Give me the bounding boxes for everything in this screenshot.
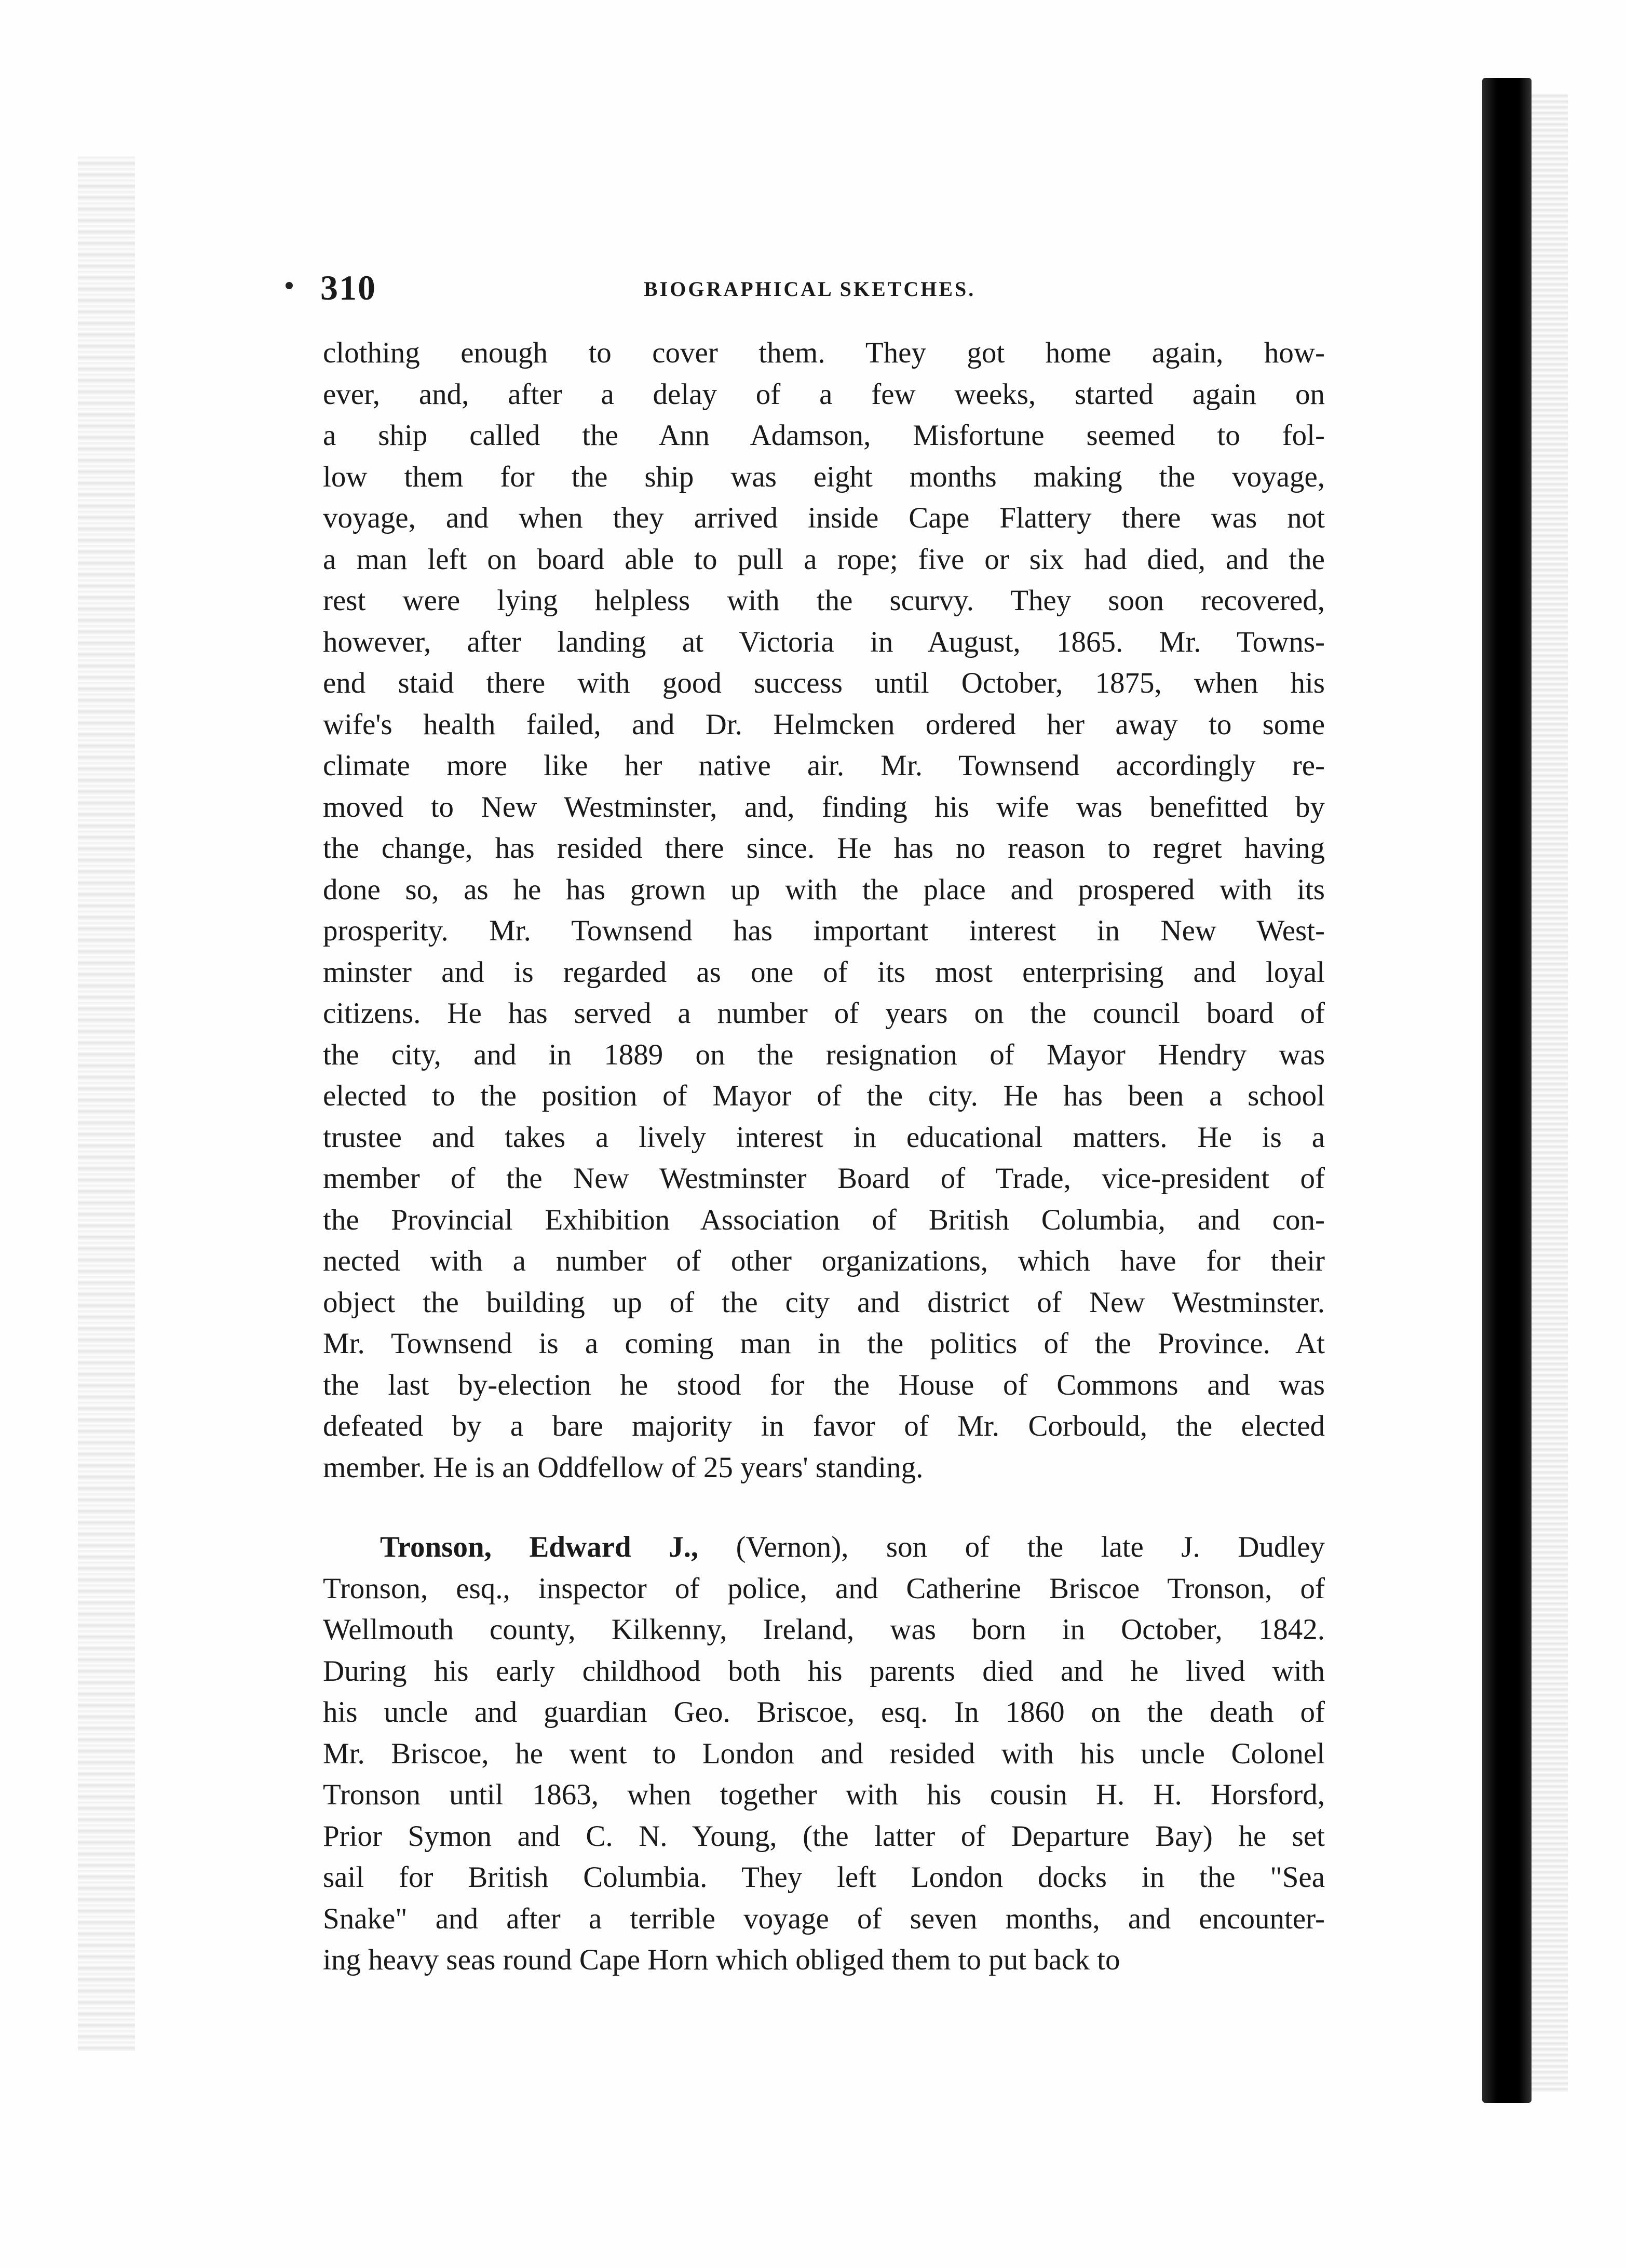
page-number: 310 [320, 268, 376, 307]
text-line: done so, as he has grown up with the place and prospered with its [323, 873, 1325, 906]
text-line: citizens. He has served a number of years on the council board of [323, 997, 1325, 1030]
text-line: end staid there with good success until October, 1875, when his [323, 667, 1325, 699]
binding-edge-shadow [1532, 93, 1568, 2092]
text-line: ing heavy seas round Cape Horn which obliged them to put back to [323, 1943, 1120, 1976]
text-line: the Provincial Exhibition Association of British Columbia, and con- [323, 1203, 1325, 1236]
text-line: the change, has resided there since. He has no reason to regret having [323, 832, 1325, 865]
text-line: Snake" and after a terrible voyage of seven months, and encounter- [323, 1902, 1325, 1935]
text-line: nected with a number of other organizations, which have for their [323, 1245, 1325, 1277]
text-line: rest were lying helpless with the scurvy. They soon recovered, [323, 584, 1325, 617]
text-line: the last by-election he stood for the House of Commons and was [323, 1368, 1325, 1401]
paragraph-townsend [323, 332, 1325, 1488]
text-line: his uncle and guardian Geo. Briscoe, esq. In 1860 on the death of [323, 1696, 1325, 1729]
text-line: minster and is regarded as one of its most enterprising and loyal [323, 955, 1325, 989]
text-line: sail for British Columbia. They left London docks in the "Sea [323, 1861, 1325, 1894]
text-line: moved to New Westminster, and, finding his wife was benefitted by [323, 790, 1325, 824]
text-line: Mr. Townsend is a coming man in the politics of the Province. At [323, 1327, 1325, 1360]
text-line: object the building up of the city and district of New Westminster. [323, 1286, 1325, 1319]
text-line: a ship called the Ann Adamson, Misfortune seemed to fol- [323, 419, 1325, 452]
text-line: wife's health failed, and Dr. Helmcken ordered her away to some [323, 708, 1325, 741]
text-line: During his early childhood both his parents died and he lived with [323, 1654, 1325, 1688]
text-line: ever, and, after a delay of a few weeks, started again on [323, 377, 1325, 411]
text-line: the city, and in 1889 on the resignation of Mayor Hendry was [323, 1038, 1325, 1071]
text-line: defeated by a bare majority in favor of Mr. Corbould, the elected [323, 1410, 1325, 1442]
text-line: Prior Symon and C. N. Young, (the latter of Departure Bay) he set [323, 1819, 1325, 1853]
margin-dot [286, 282, 293, 289]
text-line: clothing enough to cover them. They got home again, how- [323, 336, 1325, 369]
text-line: prosperity. Mr. Townsend has important interest in New West- [323, 914, 1325, 947]
text-line: member of the New Westminster Board of Trade, vice-president of [323, 1162, 1325, 1195]
text-line: voyage, and when they arrived inside Cape Flattery there was not [323, 502, 1325, 534]
text-line: low them for the ship was eight months making the voyage, [323, 460, 1325, 493]
entry-name: Tronson, Edward J., [380, 1531, 699, 1563]
text-line: elected to the position of Mayor of the city. He has been a school [323, 1079, 1325, 1112]
entry-first-line-text: (Vernon), son of the late J. Dudley [736, 1531, 1325, 1563]
binding-edge-right [1482, 78, 1532, 2103]
text-line: Wellmouth county, Kilkenny, Ireland, was born in October, 1842. [323, 1613, 1325, 1646]
page-header [0, 267, 1626, 314]
running-head: BIOGRAPHICAL SKETCHES. [644, 277, 976, 301]
text-line: trustee and takes a lively interest in educational matters. He is a [323, 1120, 1325, 1154]
text-line: Tronson until 1863, when together with his cousin H. H. Horsford, [323, 1778, 1325, 1811]
text-line: member. He is an Oddfellow of 25 years' standing. [323, 1451, 924, 1484]
text-line: Tronson, esq., inspector of police, and Catherine Briscoe Tronson, of [323, 1572, 1325, 1605]
text-line: Mr. Briscoe, he went to London and resided with his uncle Colonel [323, 1737, 1325, 1770]
text-line: however, after landing at Victoria in August, 1865. Mr. Towns- [323, 625, 1325, 658]
scan-gutter-left [78, 156, 135, 2051]
paragraph-first-line [323, 1527, 1325, 1568]
text-line: climate more like her native air. Mr. Townsend accordingly re- [323, 749, 1325, 782]
paragraph-tronson [323, 1527, 1325, 1981]
text-line: a man left on board able to pull a rope; five or six had died, and the [323, 543, 1325, 576]
